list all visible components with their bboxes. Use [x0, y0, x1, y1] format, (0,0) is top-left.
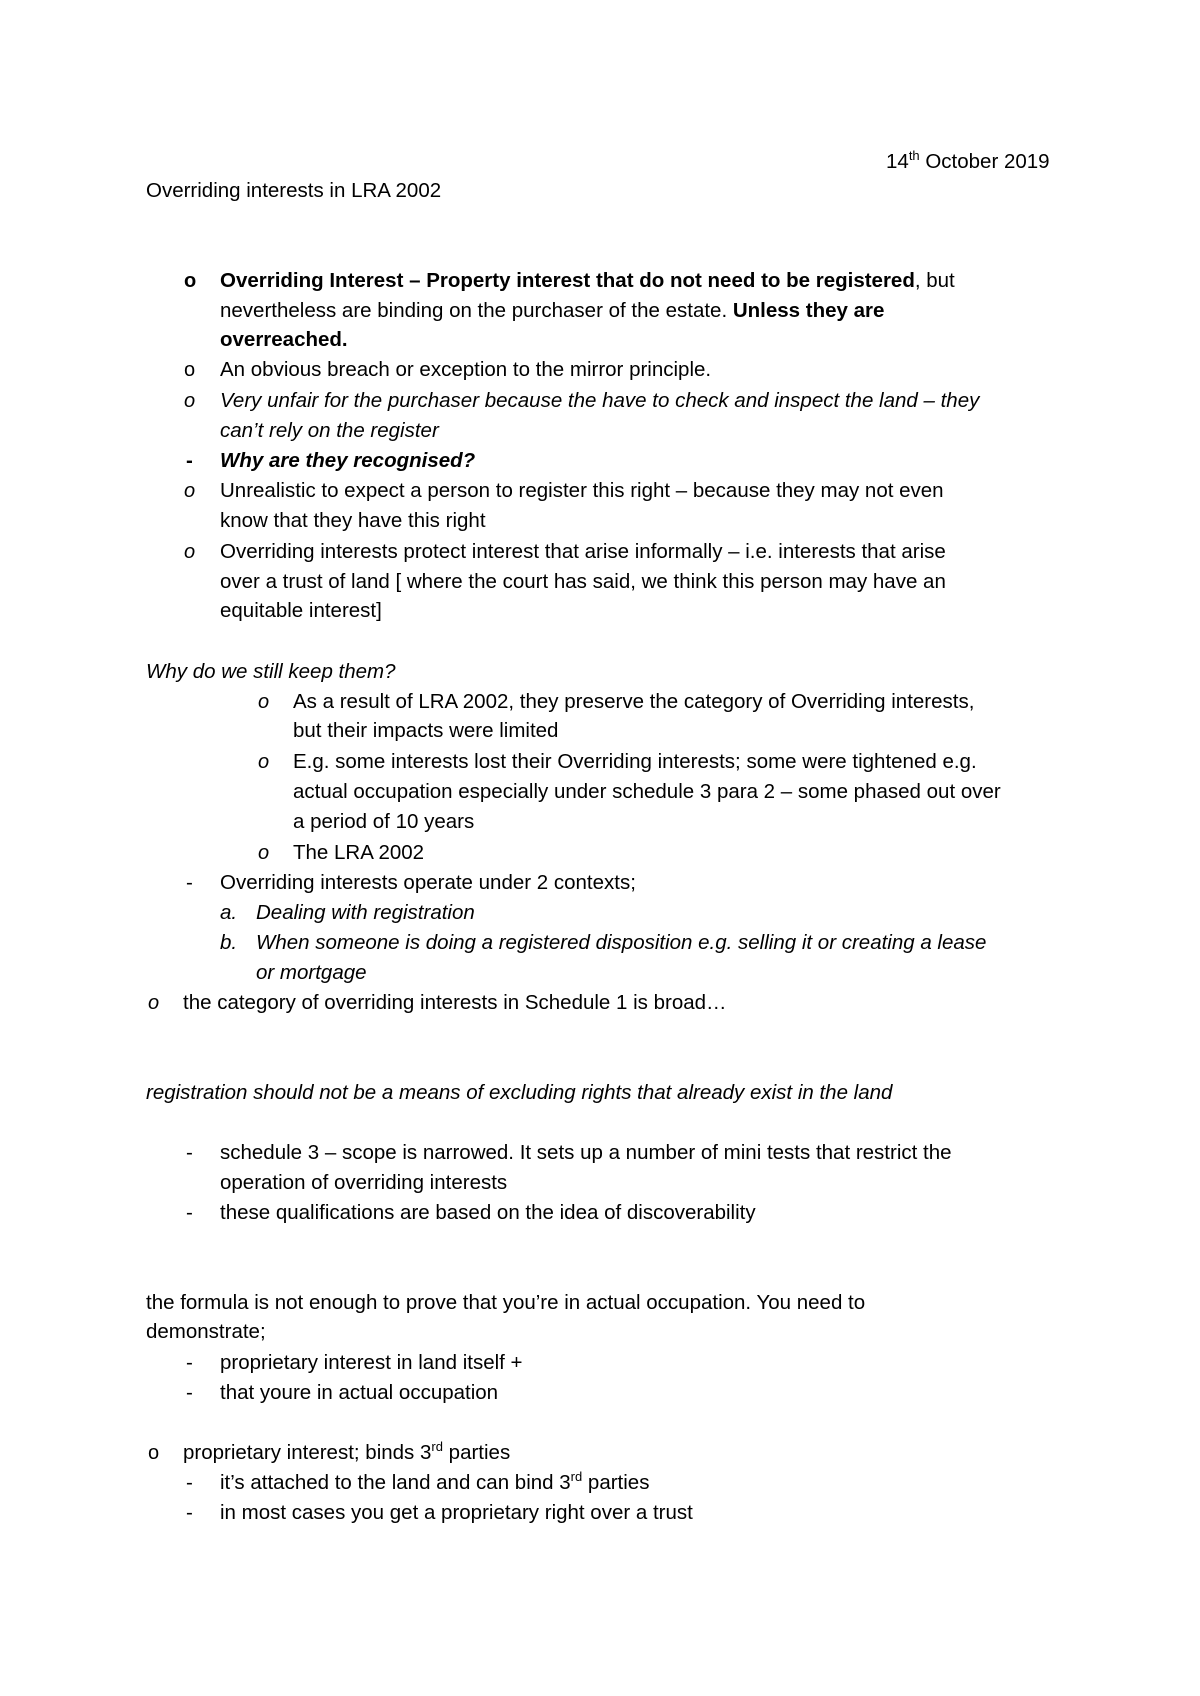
list-item — [183, 1439, 510, 1467]
text-post: parties — [442, 1441, 511, 1464]
list-item: E.g. some interests lost their Overriding interests; some were tightened e.g. — [293, 750, 977, 773]
definition-line-2 — [220, 297, 884, 325]
list-item: Very unfair for the purchaser because the have to check and inspect the land – they — [220, 389, 980, 412]
paragraph: the formula is not enough to prove that you’re in actual occupation. You need to — [146, 1291, 866, 1314]
document-date — [886, 148, 1050, 176]
section-heading: Why do we still keep them? — [146, 660, 396, 683]
list-item: the category of overriding interests in Schedule 1 is broad… — [183, 991, 727, 1014]
list-item: The LRA 2002 — [293, 841, 425, 864]
list-item-cont: equitable interest] — [220, 599, 382, 622]
bullet-dash-marker: - — [186, 449, 193, 472]
date-suffix: th — [908, 148, 920, 164]
list-item: that youre in actual occupation — [220, 1381, 499, 1404]
text-pre: proprietary interest; binds 3 — [183, 1441, 432, 1464]
list-item-cont: over a trust of land [ where the court has said, we think this person may have an — [220, 570, 946, 593]
alpha-marker-a: a. — [220, 901, 238, 924]
bullet-circle-marker: o — [258, 691, 270, 713]
list-item-cont: actual occupation especially under schedule 3 para 2 – some phased out over — [293, 780, 1001, 803]
bullet-dash-marker: - — [186, 1141, 193, 1164]
bullet-circle-marker: o — [148, 1442, 160, 1464]
bullet-circle-marker: o — [184, 270, 197, 292]
ordinal-suffix: rd — [570, 1469, 583, 1485]
list-item-cont: operation of overriding interests — [220, 1171, 508, 1194]
bullet-dash-marker: - — [186, 1351, 193, 1374]
question-heading: Why are they recognised? — [220, 449, 476, 472]
bullet-circle-marker: o — [258, 751, 270, 773]
date-rest: October 2019 — [919, 150, 1050, 173]
definition-line — [220, 267, 955, 295]
bullet-circle-marker: o — [184, 541, 196, 563]
list-item: As a result of LRA 2002, they preserve the category of Overriding interests, — [293, 690, 975, 713]
bullet-dash-marker: - — [186, 1471, 193, 1494]
list-item: When someone is doing a registered disposition e.g. selling it or creating a lease — [256, 931, 987, 954]
definition-bold-2: Unless they are — [732, 299, 885, 322]
list-item: Overriding interests operate under 2 contexts; — [220, 871, 636, 894]
list-item-cont: or mortgage — [256, 961, 367, 984]
date-day: 14 — [886, 150, 909, 173]
bullet-dash-marker: - — [186, 871, 193, 894]
definition-normal: nevertheless are binding on the purchaser of the estate. — [220, 299, 733, 322]
list-item: Unrealistic to expect a person to register this right – because they may not even — [220, 479, 944, 502]
list-item-cont: know that they have this right — [220, 509, 486, 532]
list-item-cont: a period of 10 years — [293, 810, 475, 833]
list-item: these qualifications are based on the idea of discoverability — [220, 1201, 756, 1224]
definition-bold: Overriding Interest – Property interest that do not need to be registered — [220, 269, 915, 292]
list-item: Overriding interests protect interest that arise informally – i.e. interests that arise — [220, 540, 946, 563]
list-item: proprietary interest in land itself + — [220, 1351, 523, 1374]
bullet-circle-marker: o — [184, 480, 196, 502]
bullet-dash-marker: - — [186, 1381, 193, 1404]
list-item — [220, 1469, 649, 1497]
list-item-cont: but their impacts were limited — [293, 719, 559, 742]
list-item: Dealing with registration — [256, 901, 475, 924]
list-item: in most cases you get a proprietary right over a trust — [220, 1501, 693, 1524]
bullet-dash-marker: - — [186, 1201, 193, 1224]
definition-line-3: overreached. — [220, 328, 348, 351]
document-title: Overriding interests in LRA 2002 — [146, 179, 442, 202]
section-heading: registration should not be a means of excluding rights that already exist in the land — [146, 1081, 893, 1104]
paragraph-cont: demonstrate; — [146, 1320, 266, 1343]
alpha-marker-b: b. — [220, 931, 238, 954]
definition-tail: , but — [914, 269, 955, 292]
list-item-cont: can’t rely on the register — [220, 419, 439, 442]
list-item: schedule 3 – scope is narrowed. It sets up a number of mini tests that restrict the — [220, 1141, 952, 1164]
bullet-dash-marker: - — [186, 1501, 193, 1524]
ordinal-suffix: rd — [431, 1439, 443, 1455]
bullet-circle-marker: o — [184, 359, 196, 381]
text-pre: it’s attached to the land and can bind 3 — [220, 1471, 571, 1494]
bullet-circle-marker: o — [148, 992, 160, 1014]
list-item: An obvious breach or exception to the mirror principle. — [220, 358, 712, 381]
text-post: parties — [582, 1471, 650, 1494]
bullet-circle-marker: o — [184, 390, 196, 412]
bullet-circle-marker: o — [258, 842, 270, 864]
